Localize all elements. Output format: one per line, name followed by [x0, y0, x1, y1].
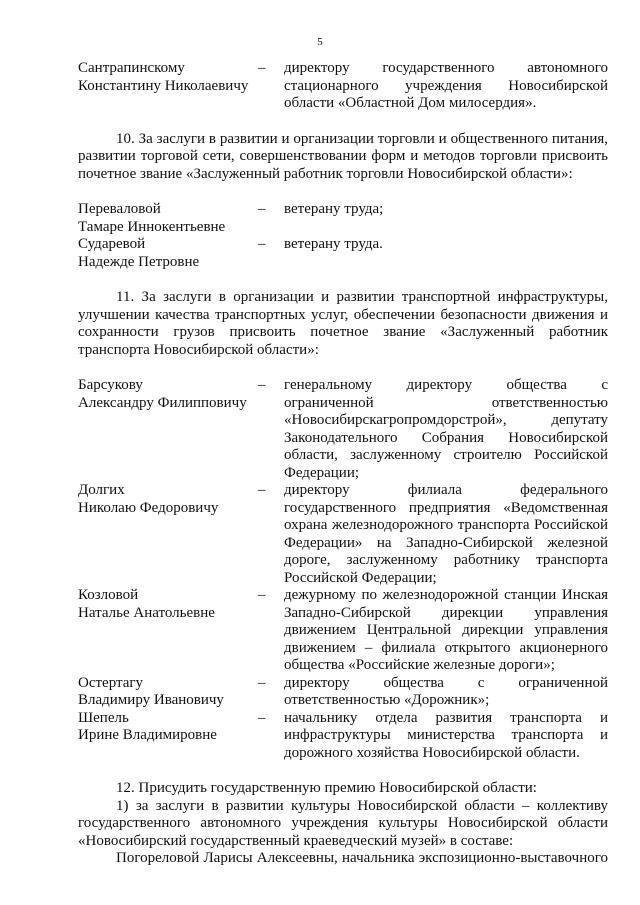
paragraph-11: 11. За заслуги в организации и развитии транспортной инфраструктуры, улучшении качества транспортных услуг, обеспечении безопасности движения и сохранности грузов присвоить почетное звание «Заслуженный работник транспорта Новосибирской области»: [78, 289, 608, 358]
document-body [78, 60, 608, 868]
recipient-surname: Козловой [78, 587, 139, 603]
recipient-surname: Сантрапинскому [78, 60, 185, 76]
recipient-surname: Переваловой [78, 201, 161, 217]
recipient-description: директору филиала федерального государственного предприятия «Ведомственная охрана железнодорожного транспорта Российской Федерации» на Западно-Сибирской железной дороге, заслуженному работнику транспорта Российской Федерации; [284, 482, 608, 586]
recipient-name [78, 482, 258, 587]
recipient-surname: Шепель [78, 709, 129, 726]
award-entry [78, 60, 608, 113]
entry-dash: – [258, 236, 266, 252]
recipient-surname: Долгих [78, 482, 125, 498]
paragraph-10: 10. За заслуги в развитии и организации торговли и общественного питания, развитии торговой сети, совершенствовании форм и методов торговли присвоить почетное звание «Заслуженный работник торговли Новосибирской области»: [78, 130, 608, 182]
page-number: 5 [317, 36, 323, 48]
recipient-name [78, 236, 258, 271]
recipient-name [78, 675, 258, 710]
paragraph-12: 12. Присудить государственную премию Новосибирской области: [116, 780, 537, 796]
recipient-name [78, 710, 258, 763]
award-entry [78, 201, 608, 236]
entry-dash: – [258, 201, 266, 217]
entry-dash: – [258, 60, 266, 76]
recipient-name [78, 60, 258, 113]
recipient-description: дежурному по железнодорожной станции Инская Западно-Сибирской дирекции управления движением Центральной дирекции управления движением – филиала открытого акционерного общества «Российские железные дороги»; [284, 587, 608, 673]
recipient-surname: Сударевой [78, 236, 146, 252]
recipient-description: ветерану труда; [284, 201, 384, 217]
recipient-given-name: Константину Николаевичу [78, 77, 249, 94]
recipient-given-name: Александру Филипповичу [78, 394, 247, 411]
entry-dash: – [258, 709, 266, 726]
recipient-name [78, 377, 258, 482]
entry-dash: – [258, 587, 266, 603]
award-entry [78, 710, 608, 763]
award-entry [78, 482, 608, 587]
recipient-name [78, 201, 258, 236]
recipient-description: ветерану труда. [284, 236, 383, 252]
recipient-given-name: Ирине Владимировне [78, 727, 217, 743]
entry-dash: – [258, 674, 266, 691]
recipient-surname: Остертагу [78, 674, 144, 691]
recipient-description: генеральному директору общества с ограниченной ответственностью «Новосибирскагропромдорстрой», депутату Законодательного Собрания Новосибирской области, заслуженному строителю Российской Федерации; [284, 377, 608, 481]
paragraph-12-continuation: Погореловой Ларисы Алексеевны, начальника экспозиционно-выставочного [116, 850, 608, 866]
entry-dash: – [258, 482, 266, 498]
entry-dash: – [258, 377, 266, 393]
recipient-description: начальнику отдела развития транспорта и инфраструктуры министерства транспорта и дорожного хозяйства Новосибирской области. [284, 709, 608, 761]
recipient-given-name: Наталье Анатольевне [78, 604, 215, 621]
paragraph-12-item-1: 1) за заслуги в развитии культуры Новосибирской области – коллективу государственного автономного учреждения культуры Новосибирской области «Новосибирский государственный краеведческий музей» в составе: [78, 797, 608, 849]
recipient-given-name: Николаю Федоровичу [78, 499, 219, 516]
award-entry [78, 377, 608, 482]
recipient-given-name: Тамаре Иннокентьевне [78, 218, 226, 235]
recipient-description: директору общества с ограниченной ответственностью «Дорожник»; [284, 674, 608, 708]
recipient-surname: Барсукову [78, 377, 143, 393]
recipient-given-name: Надежде Петровне [78, 253, 200, 270]
award-entry [78, 675, 608, 710]
award-entry [78, 236, 608, 271]
recipient-given-name: Владимиру Ивановичу [78, 692, 224, 708]
award-entry [78, 587, 608, 675]
recipient-description: директору государственного автономного стационарного учреждения Новосибирской области «Областной Дом милосердия». [284, 60, 608, 111]
recipient-name [78, 587, 258, 675]
